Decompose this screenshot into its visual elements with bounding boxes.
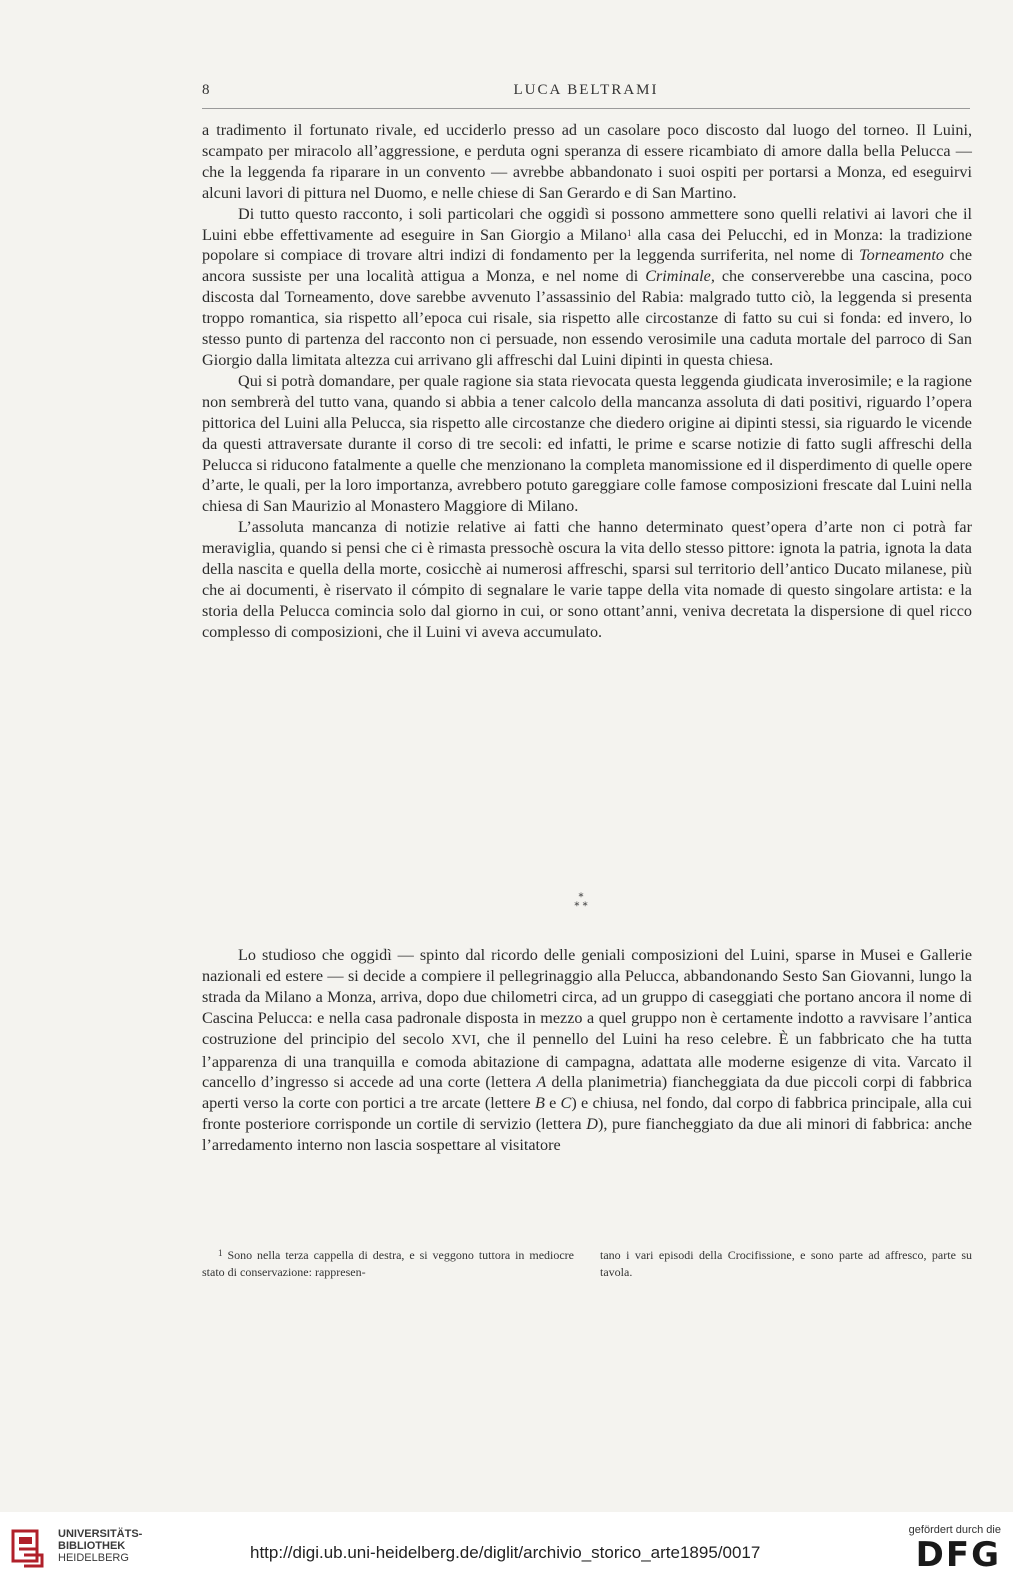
paragraph: Qui si potrà domandare, per quale ragione sia stata rievocata questa leggenda giudicata inverosimile; e la ragione non sembrerà del tutto vana, quando si abbia a tener calcolo della mancanza assoluta di dati positivi, riguardo l’opera pittorica del Luini alla Pelucca, sia rispetto alle circostanze che diedero origine ai dipinti stessi, sia riguardo le vicende da questi attraversate durante il corso di tre secoli: ed infatti, le prime e scarse notizie di fatto sugli affreschi della Pelucca si riducono fatalmente a quelle che menzionano la completa manomissione ed il disperdimento di quelle opere d’arte, le quali, per la loro importanza, avrebbero potuto gareggiare colle famose composizioni frescate dal Luini nella chiesa di San Maurizio al Monastero Maggiore di Milano. bbox=[202, 371, 972, 516]
footnote-column-2: tano i vari episodi della Crocifissione, e sono parte ad affresco, parte su tavola. bbox=[600, 1248, 972, 1279]
paragraph: Di tutto questo racconto, i soli particolari che oggidì si possono ammettere sono quelli relativi ai lavori che il Luini ebbe effettivamente ad eseguire in San Giorgio a Milano$^1$ alla casa dei Pelucchi, ed in Monza: la tradizione popolare si compiace di trovare altri indizi di fondamento per la leggenda surriferita, nel nome di Torneamento che ancora sussiste per una località attigua a Monza, e nel nome di Criminale, che conserverebbe una cascina, poco discosta dal Torneamento, dove sarebbe avvenuto l’assassinio del Rabia: malgrado tutto ciò, la leggenda si presenta troppo romantica, sia rispetto all’epoca cui risale, sia rispetto alle circostanze di fatto su cui si fonda: ed invero, lo stesso punto di partenza del racconto non ci persuade, non essendo verosimile una caduta mortale del parroco di San Giorgio dalla limitata altezza cui arrivano gli affreschi dal Luini dipinti in questa chiesa. bbox=[202, 204, 973, 369]
running-title: LUCA BELTRAMI bbox=[513, 82, 659, 98]
dfg-logo: DFG bbox=[915, 1535, 1001, 1575]
funded-by-label: gefördert durch die bbox=[908, 1524, 1001, 1536]
section-asterism: * * * bbox=[574, 892, 588, 912]
footnote bbox=[202, 1247, 972, 1281]
library-name: UNIVERSITÄTS- BIBLIOTHEK HEIDELBERG bbox=[58, 1528, 143, 1564]
body-section-1 bbox=[202, 120, 972, 643]
footnote-column-1: $^1$ Sono nella terza cappella di destra, e si veggono tuttora in mediocre stato di conservazione: rappresen- bbox=[202, 1248, 574, 1279]
body-section-2 bbox=[202, 945, 972, 1156]
paragraph: Lo studioso che oggidì — spinto dal ricordo delle geniali composizioni del Luini, sparse in Musei e Gallerie nazionali ed estere — si decide a compiere il pellegrinaggio alla Pelucca, abbandonando Sesto San Giovanni, lungo la strada da Milano a Monza, arriva, dopo due chilometri circa, ad un gruppo di caseggiati che portano ancora il nome di Cascina Pelucca: e nella casa padronale disposta in mezzo a quel gruppo non è certamente indotto a ravvisare l’antica costruzione del principio del secolo XVI, che il pennello del Luini ha reso celebre. È un fabbricato che ha tutta l’apparenza di una tranquilla e comoda abitazione di campagna, adattata alle moderne esigenze di vita. Varcato il cancello d’ingresso si accede ad una corte (lettera A della planimetria) fiancheggiata da due piccoli corpi di fabbrica aperti verso la corte con portici a tre arcate (lettere B e C) e chiusa, nel fondo, dal corpo di fabbrica principale, alla cui fronte posteriore corrisponde un cortile di servizio (lettera D), pure fiancheggiato da due ali minori di fabbrica: anche l’arredamento interno non lascia sospettare al visitatore bbox=[202, 946, 972, 1155]
permalink-url[interactable]: http://digi.ub.uni-heidelberg.de/diglit/archivio_storico_arte1895/0017 bbox=[250, 1543, 761, 1562]
header-rule bbox=[202, 108, 970, 109]
university-library-logo[interactable] bbox=[10, 1526, 170, 1576]
dfg-funding-logo[interactable] bbox=[889, 1524, 1001, 1584]
paragraph: a tradimento il fortunato rivale, ed ucciderlo presso ad un casolare poco discosto dal luogo del torneo. Il Luini, scampato per miracolo all’aggressione, e perduta ogni speranza di essere ricambiato di amore dalla bella Pelucca — che la leggenda fa riparare in un convento — avrebbe abbandonato i suoi ospiti per portarsi a Monza, ed eseguirvi alcuni lavori di pittura nel Duomo, e nelle chiese di San Gerardo e di San Martino. bbox=[202, 121, 972, 202]
library-emblem-icon bbox=[10, 1528, 46, 1568]
paragraph: L’assoluta mancanza di notizie relative ai fatti che hanno determinato quest’opera d’arte non ci potrà far meraviglia, quando si pensi che ci è rimasta pressochè oscura la vita dello stesso pittore: ignota la patria, ignota la data della nascita e quella della morte, cosicchè ai numerosi affreschi, sparsi sul territorio dell’antico Ducato milanese, più che ai documenti, è riservato il cómpito di segnalare le varie tappe della vita nomade di questo singolare artista: e la storia della Pelucca comincia solo dal giorno in cui, or sono ottant’anni, veniva decretata la dispersione di quel ricco complesso di composizioni, che il Luini vi aveva accumulato. bbox=[202, 518, 972, 641]
page-number: 8 bbox=[202, 82, 211, 98]
footnote-ref[interactable]: 1 bbox=[626, 227, 632, 238]
